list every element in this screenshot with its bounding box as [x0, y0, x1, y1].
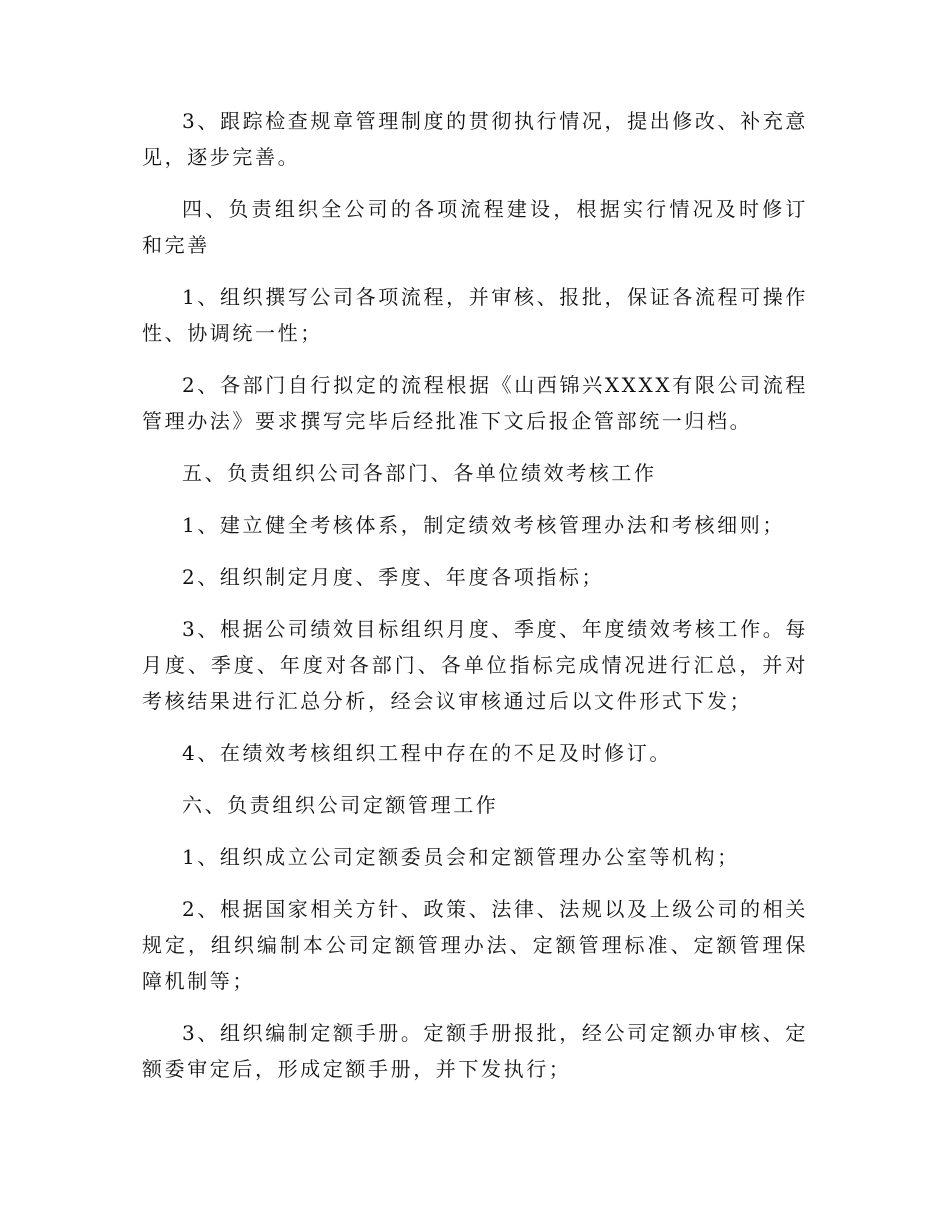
paragraph-item-3-performance-work: 3、根据公司绩效目标组织月度、季度、年度绩效考核工作。每月度、季度、年度对各部门、各单位指标完成情况进行汇总，并对考核结果进行汇总分析，经会议审核通过后以文件形式下发；: [142, 617, 808, 713]
section-heading-6-quota: 六、负责组织公司定额管理工作: [182, 793, 499, 817]
section-heading-5-performance: 五、负责组织公司各部门、各单位绩效考核工作: [182, 461, 657, 485]
paragraph-item-2-indicators: 2、组织制定月度、季度、年度各项指标；: [182, 565, 605, 589]
document-body: [142, 103, 808, 1087]
paragraph-item-2-process-archiving: 2、各部门自行拟定的流程根据《山西锦兴XXXX有限公司流程管理办法》要求撰写完毕后经批准下文后报企管部统一归档。: [142, 373, 808, 433]
paragraph-item-3-tracking: 3、跟踪检查规章管理制度的贯彻执行情况，提出修改、补充意见，逐步完善。: [142, 109, 808, 169]
paragraph-item-1-quota-committee: 1、组织成立公司定额委员会和定额管理办公室等机构；: [182, 845, 740, 869]
paragraph-item-4-revision: 4、在绩效考核组织工程中存在的不足及时修订。: [182, 741, 672, 765]
paragraph-item-1-process-writing: 1、组织撰写公司各项流程，并审核、报批，保证各流程可操作性、协调统一性；: [142, 285, 808, 345]
paragraph-item-2-quota-rules: 2、根据国家相关方针、政策、法律、法规以及上级公司的相关规定，组织编制本公司定额管理办法、定额管理标准、定额管理保障机制等；: [142, 897, 808, 993]
section-heading-4-process: 四、负责组织全公司的各项流程建设，根据实行情况及时修订和完善: [142, 197, 808, 257]
paragraph-item-1-assessment-system: 1、建立健全考核体系，制定绩效考核管理办法和考核细则；: [182, 513, 785, 537]
paragraph-item-3-quota-manual: 3、组织编制定额手册。定额手册报批，经公司定额办审核、定额委审定后，形成定额手册，并下发执行；: [142, 1021, 808, 1081]
